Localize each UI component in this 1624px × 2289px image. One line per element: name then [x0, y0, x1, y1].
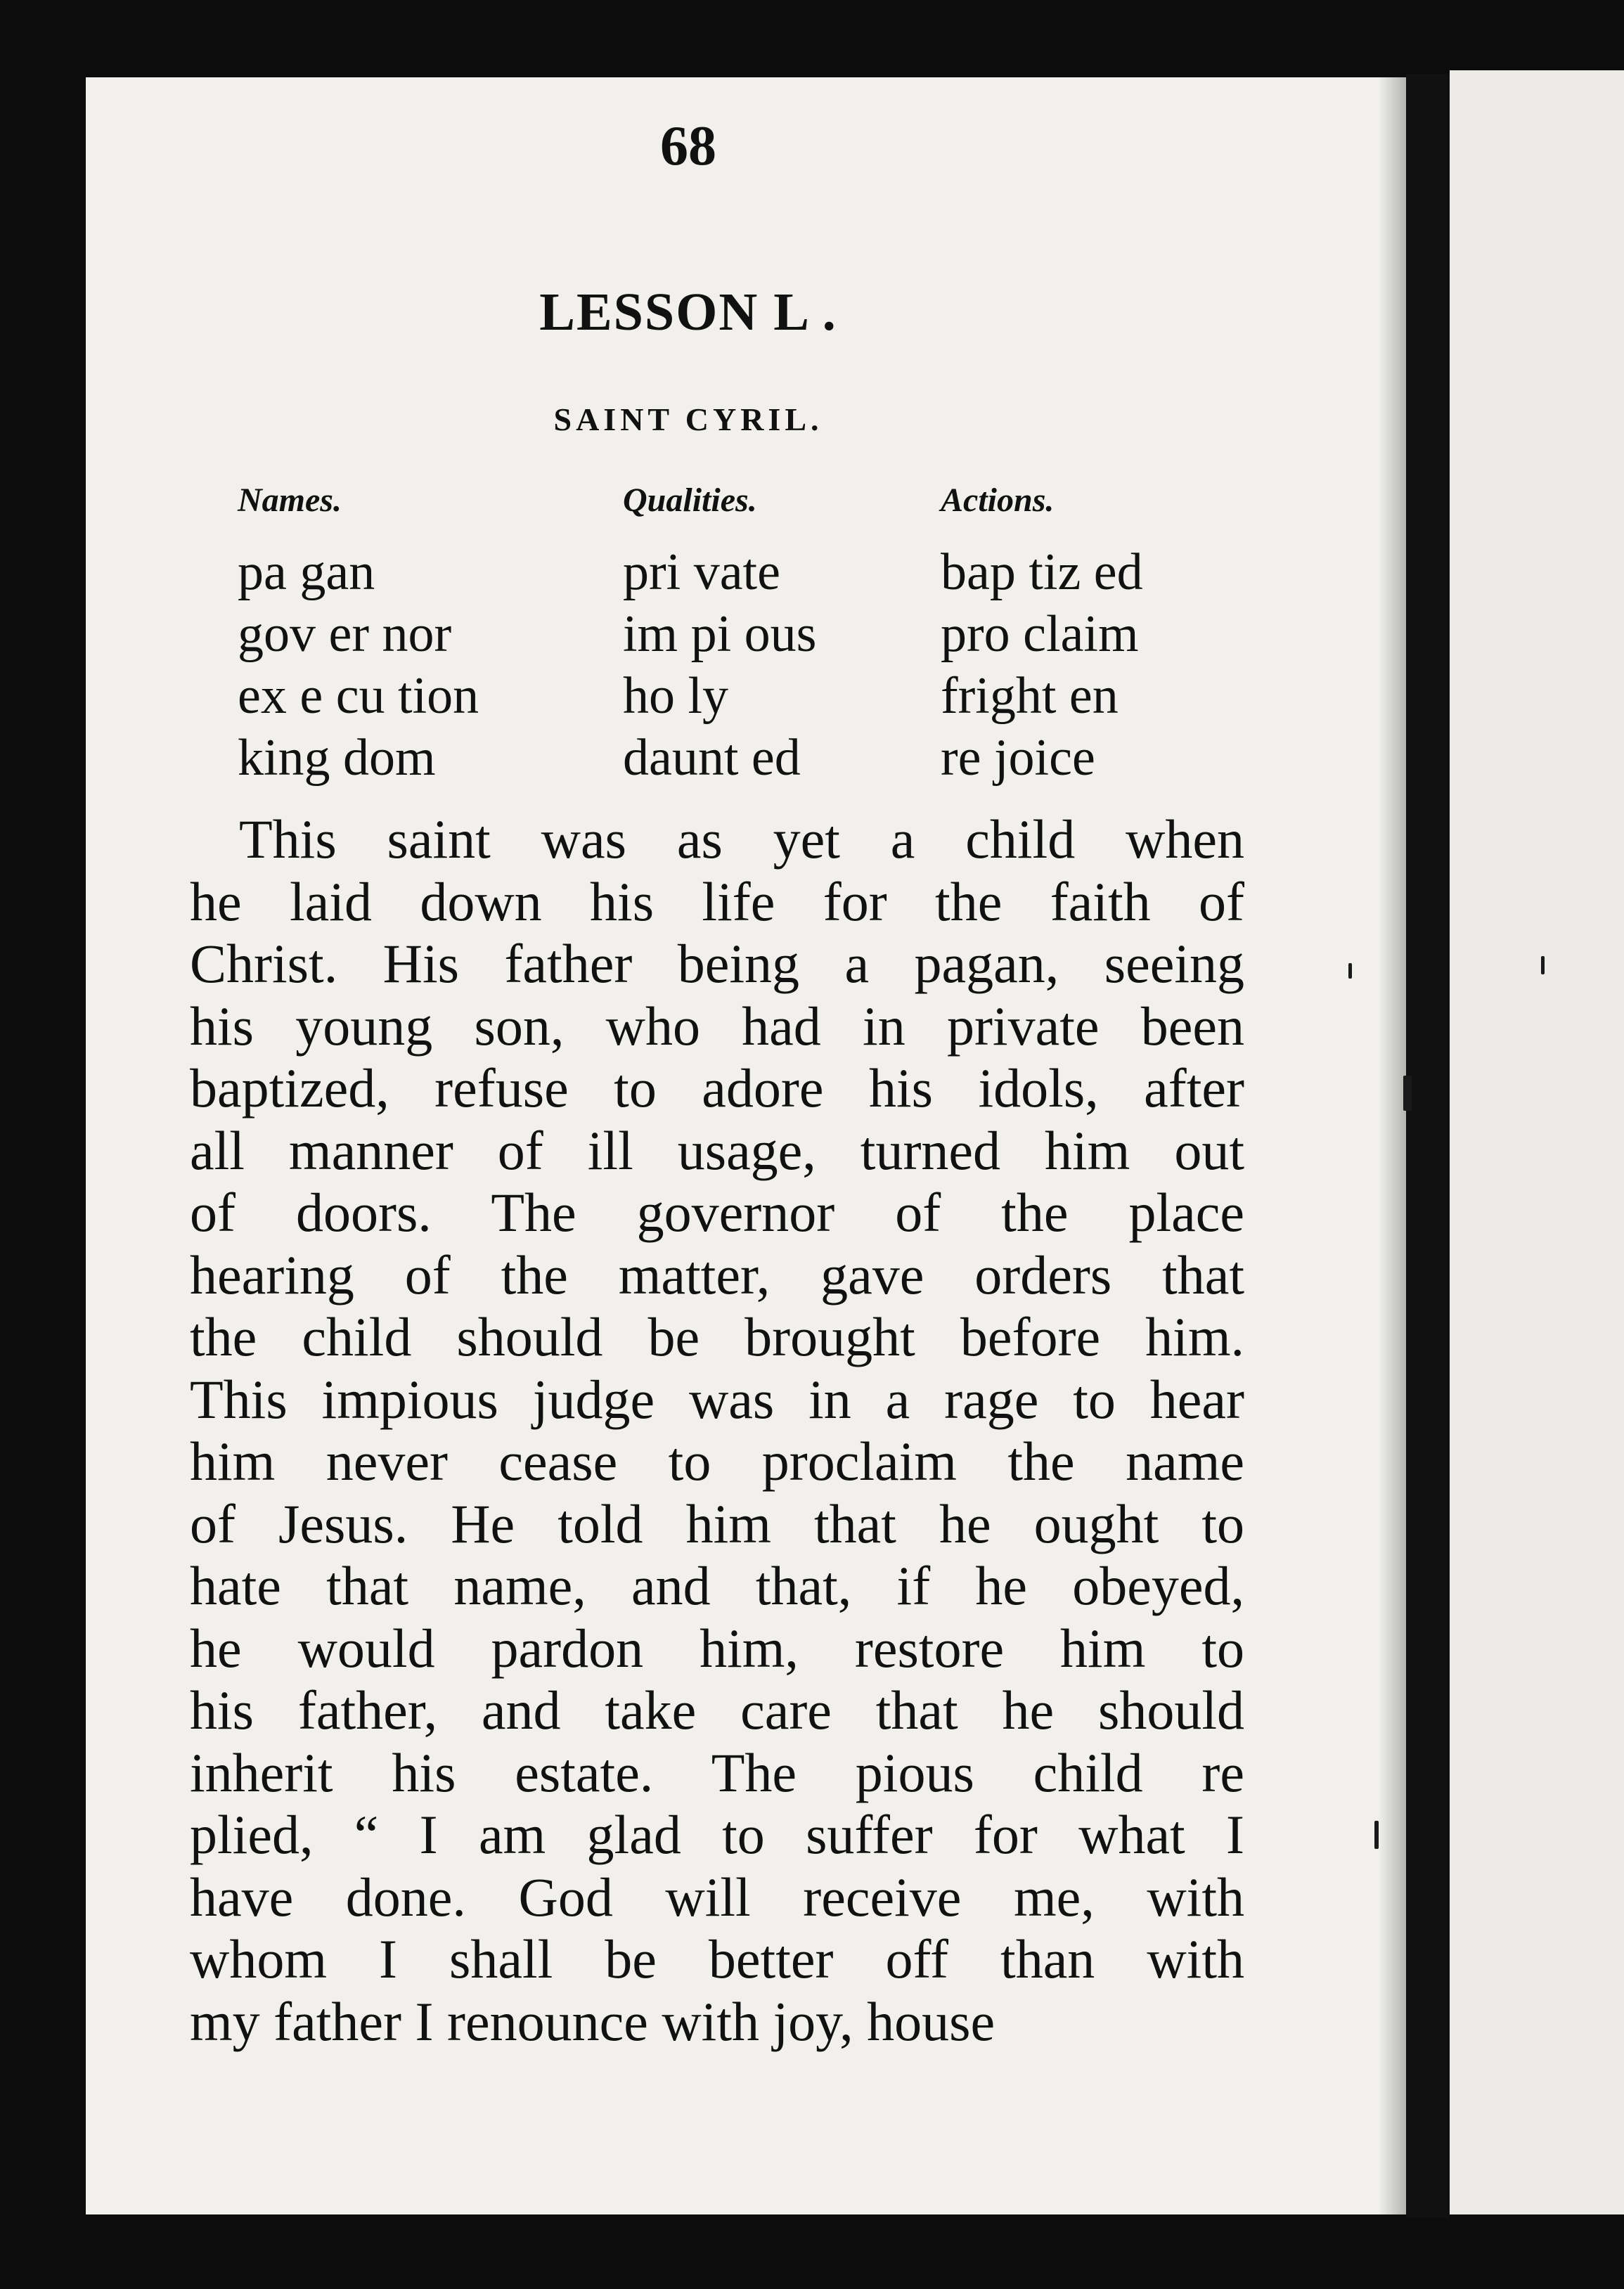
lesson-body-text [190, 808, 1244, 2053]
column-words-qualities [623, 541, 816, 789]
body-line: my father I renounce with joy, house [190, 1990, 995, 2052]
vocabulary-word: pri vate [623, 543, 780, 601]
body-line: of doors. The governor of the place [190, 1182, 1244, 1243]
body-line: the child should be brought before him. [190, 1306, 1244, 1367]
scan-speck [1541, 956, 1545, 974]
scan-speck [1374, 1821, 1379, 1849]
lesson-title: LESSON L . [539, 283, 837, 342]
vocabulary-word: pa gan [238, 543, 375, 601]
body-line: have done. God will receive me, with [190, 1866, 1244, 1928]
body-line: Christ. His father being a pagan, seeing [190, 933, 1244, 994]
adjacent-page-edge [1450, 70, 1624, 2214]
vocabulary-word: pro claim [941, 605, 1139, 663]
page-fold-shadow [1378, 77, 1406, 2214]
book-spine [1406, 74, 1450, 2218]
scan-speck [1403, 1076, 1412, 1111]
body-line: all manner of ill usage, turned him out [190, 1119, 1244, 1181]
column-words-actions [941, 541, 1143, 789]
body-line: hearing of the matter, gave orders that [190, 1244, 1244, 1305]
vocabulary-word: king dom [238, 729, 436, 787]
page-number: 68 [660, 115, 716, 177]
body-line: baptized, refuse to adore his idols, after [190, 1057, 1244, 1118]
vocabulary-word: bap tiz ed [941, 543, 1143, 601]
body-line: his young son, who had in private been [190, 995, 1244, 1057]
vocabulary-word: re joice [941, 729, 1095, 787]
column-header-names: Names. [238, 482, 342, 519]
body-line: This impious judge was in a rage to hear [190, 1368, 1244, 1430]
column-header-actions: Actions. [941, 482, 1055, 519]
body-line: This saint was as yet a child when [239, 808, 1244, 870]
body-line: he laid down his life for the faith of [190, 870, 1244, 932]
scan-speck [1348, 963, 1352, 979]
lesson-subtitle: SAINT CYRIL. [553, 401, 823, 437]
body-line: whom I shall be better off than with [190, 1928, 1244, 1990]
body-line: his father, and take care that he should [190, 1679, 1244, 1741]
body-line: plied, “ I am glad to suffer for what I [190, 1804, 1244, 1865]
vocabulary-word: ho ly [623, 667, 729, 725]
column-words-names [238, 541, 479, 789]
body-line: inherit his estate. The pious child re [190, 1741, 1244, 1803]
body-line: hate that name, and that, if he obeyed, [190, 1555, 1244, 1616]
vocabulary-word: gov er nor [238, 605, 452, 663]
vocabulary-word: ex e cu tion [238, 667, 479, 725]
vocabulary-word: fright en [941, 667, 1119, 725]
column-header-qualities: Qualities. [623, 482, 757, 519]
vocabulary-word: daunt ed [623, 729, 801, 787]
body-line: him never cease to proclaim the name [190, 1431, 1244, 1492]
body-line: he would pardon him, restore him to [190, 1617, 1244, 1679]
body-line: of Jesus. He told him that he ought to [190, 1492, 1244, 1554]
vocabulary-word: im pi ous [623, 605, 817, 663]
